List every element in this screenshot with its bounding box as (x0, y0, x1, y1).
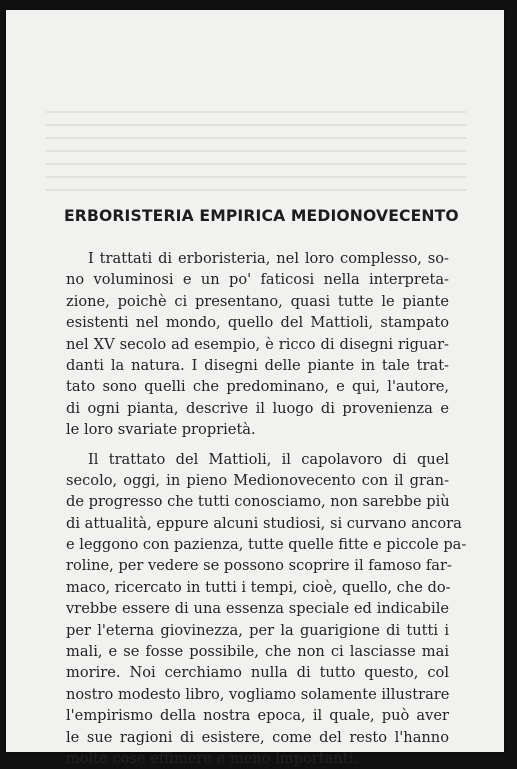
body-text (66, 248, 467, 769)
text-line: di ogni pianta, descrive il luogo di provenienza e (66, 399, 449, 417)
text-line: nostro modesto libro, vogliamo solamente illustrare (66, 685, 450, 703)
text-line: nel XV secolo ad esempio, è ricco di disegni riguar- (66, 335, 449, 353)
text-line: secolo, oggi, in pieno Medionovecento con il gran- (66, 471, 449, 489)
document-title: ERBORISTERIA EMPIRICA MEDIONOVECENTO (64, 207, 459, 225)
paragraph-2 (66, 449, 467, 769)
text-line: zione, poichè ci presentano, quasi tutte le piante (66, 292, 449, 310)
text-line: danti la natura. I disegni delle piante in tale trat- (66, 356, 449, 374)
text-line: l'empirismo della nostra epoca, il quale, può aver (66, 707, 449, 725)
text-line: molte cose effimere e meno importanti. (66, 749, 358, 767)
document-page (6, 10, 504, 767)
text-line: per l'eterna giovinezza, per la guarigione di tutti i (66, 621, 449, 639)
text-line: le sue ragioni di esistere, come del resto l'hanno (66, 728, 449, 746)
text-line: mali, e se fosse possibile, che non ci lasciasse mai (66, 643, 449, 661)
text-line: Il trattato del Mattioli, il capolavoro di quel (88, 450, 449, 468)
text-line: di attualità, eppure alcuni studiosi, si curvano ancora (66, 514, 462, 532)
text-line: le loro svariate proprietà. (66, 421, 256, 439)
text-line: maco, ricercato in tutti i tempi, cioè, quello, che do- (66, 578, 451, 596)
text-line: I trattati di erboristeria, nel loro complesso, so- (88, 250, 449, 267)
text-line: de progresso che tutti conosciamo, non sarebbe più (66, 493, 450, 511)
text-line: vrebbe essere di una essenza speciale ed indicabile (66, 600, 449, 618)
text-line: roline, per vedere se possono scoprire il famoso far- (66, 557, 452, 575)
bleed-through-text (46, 100, 466, 190)
text-line: esistenti nel mondo, quello del Mattioli, stampato (66, 314, 449, 332)
text-line: no voluminosi e un po' faticosi nella interpreta- (66, 271, 449, 289)
paragraph-1 (66, 248, 449, 441)
text-line: tato sono quelli che predominano, e qui, l'autore, (66, 378, 449, 396)
text-line: e leggono con pazienza, tutte quelle fitte e piccole pa- (66, 536, 467, 554)
text-line: morire. Noi cerchiamo nulla di tutto questo, col (66, 664, 449, 682)
